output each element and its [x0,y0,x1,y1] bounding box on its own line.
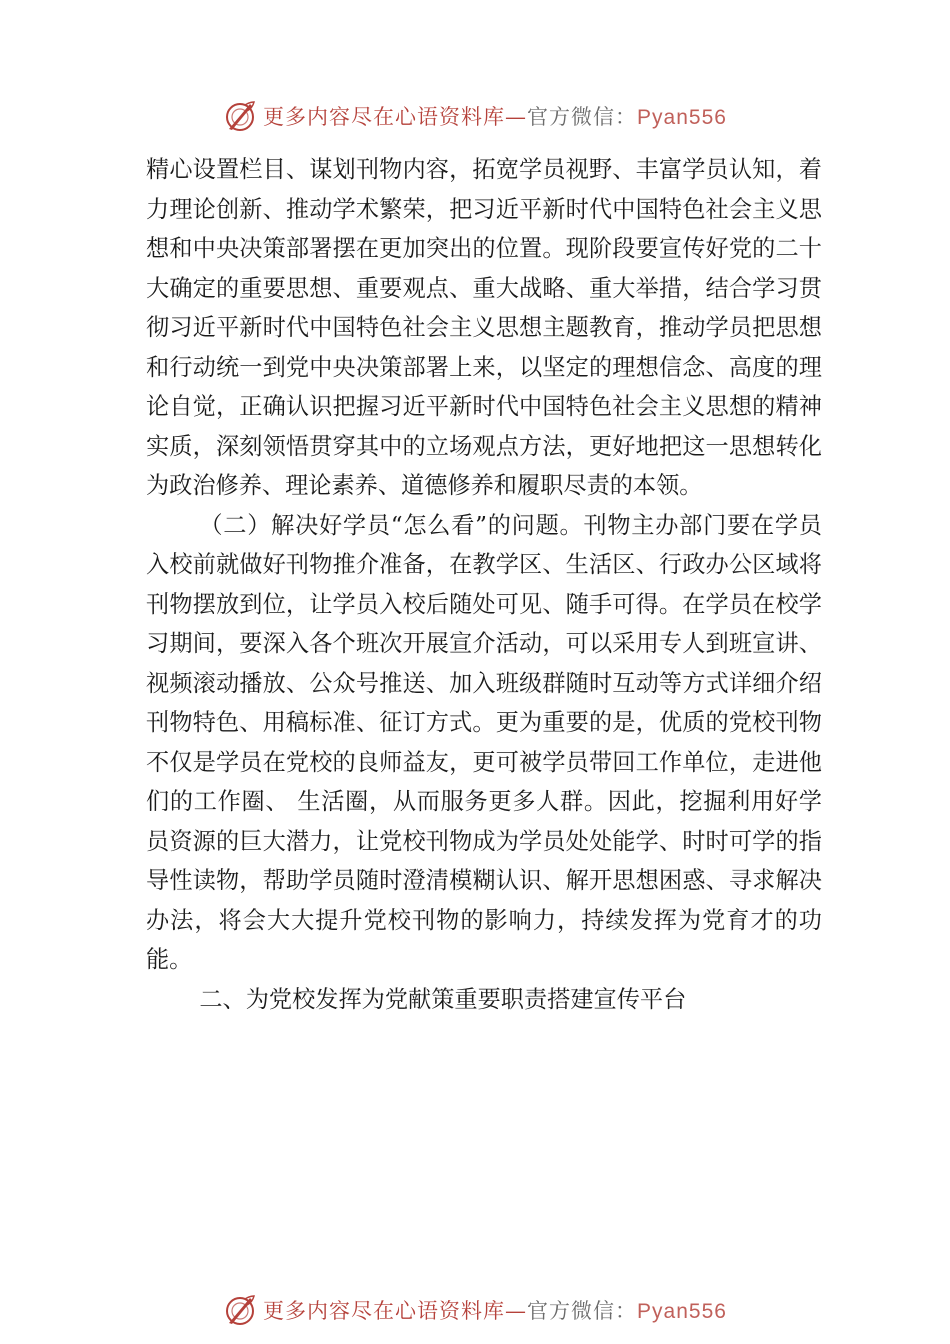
quill-seal-icon [223,1293,257,1327]
watermark-text [263,1295,727,1325]
quill-seal-icon [223,99,257,133]
watermark-wechat-label: 官方微信： [527,105,638,129]
watermark-dash: — [505,1299,528,1323]
body-paragraph-2: （二）解决好学员“怎么看”的问题。刊物主办部门要在学员入校前就做好刊物推介准备，在教学区、生活区、行政办公区域将刊物摆放到位，让学员入校后随处可见、随手可得。在学员在校学习期间，要深入各个班次开展宣介活动，可以采用专人到班宣讲、视频滚动播放、公众号推送、加入班级群随时互动等方式详细介绍刊物特色、用稿标准、征订方式。更为重要的是，优质的党校刊物不仅是学员在党校的良师益友，更可被学员带回工作单位，走进他们的工作圈、 生活圈，从而服务更多人群。因此，挖掘利用好学员资源的巨大潜力，让党校刊物成为学员处处能学、时时可学的指导性读物，帮助学员随时澄清模糊认识、解开思想困惑、寻求解决办法，将会大大提升党校刊物的影响力，持续发挥为党育才的功能。 [146,511,822,973]
watermark-wechat-label: 官方微信： [527,1299,638,1323]
section-heading-2: 二、为党校发挥为党献策重要职责搭建宣传平台 [199,985,687,1013]
watermark-site-text: 更多内容尽在心语资料库 [263,1299,506,1323]
document-body [146,150,822,1019]
header-watermark-banner [0,96,950,136]
watermark-text [263,101,727,131]
watermark-dash: — [505,105,528,129]
watermark-site-text: 更多内容尽在心语资料库 [263,105,506,129]
watermark-wechat-id: Pyan556 [637,106,727,129]
watermark-wechat-id: Pyan556 [637,1300,727,1323]
footer-watermark-banner [0,1290,950,1330]
body-paragraph-1: 精心设置栏目、谋划刊物内容，拓宽学员视野、丰富学员认知，着力理论创新、推动学术繁荣，把习近平新时代中国特色社会主义思想和中央决策部署摆在更加突出的位置。现阶段要宣传好党的二十大确定的重要思想、重要观点、重大战略、重大举措，结合学习贯彻习近平新时代中国特色社会主义思想主题教育，推动学员把思想和行动统一到党中央决策部署上来，以坚定的理想信念、高度的理论自觉，正确认识把握习近平新时代中国特色社会主义思想的精神实质，深刻领悟贯穿其中的立场观点方法，更好地把这一思想转化为政治修养、理论素养、道德修养和履职尽责的本领。 [146,156,822,499]
